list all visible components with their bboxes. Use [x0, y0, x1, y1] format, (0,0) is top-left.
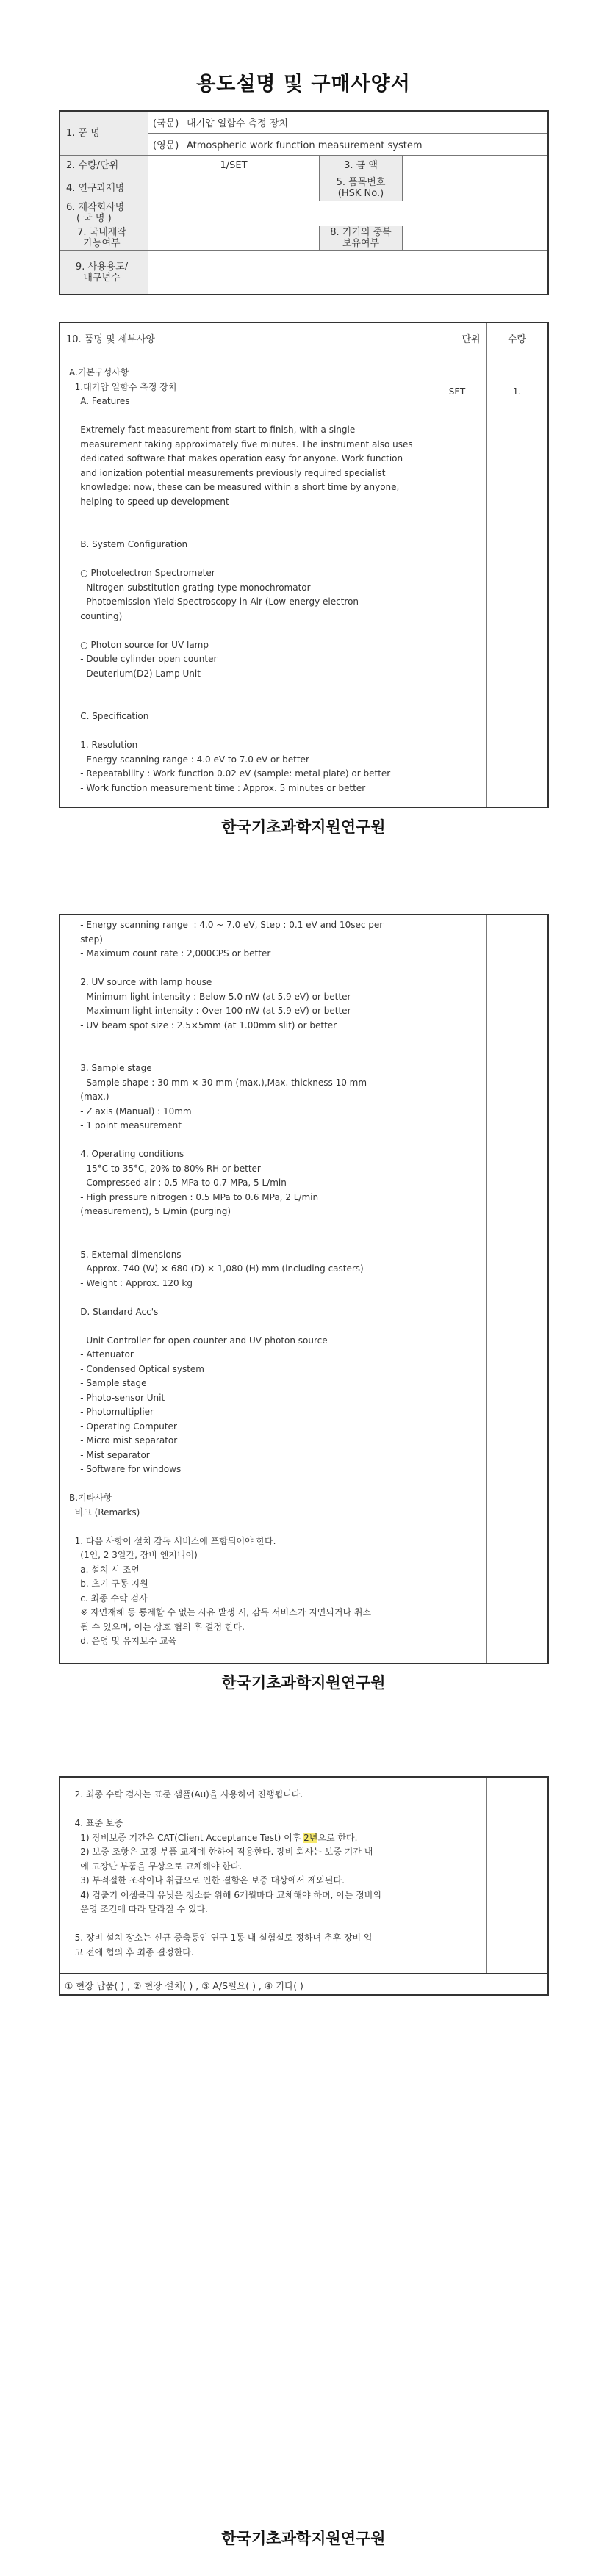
- text-line: - Maximum count rate : 2,000CPS or better: [69, 948, 271, 959]
- text-line: 3. Sample stage: [69, 1063, 152, 1073]
- domestic-label-cell: [60, 226, 148, 250]
- checklist-text: ① 현장 납품( ) , ② 현장 설치( ) , ③ A/S필요( ) , ④ 기타( ): [65, 1980, 304, 1991]
- text-line: [69, 1477, 425, 1492]
- checklist-row: [59, 1974, 549, 1996]
- spec-header-row: [60, 323, 547, 353]
- text-line: [69, 552, 425, 567]
- footer-org-page2: 한국기초과학지원연구원: [221, 1674, 386, 1692]
- text-line: 1. 다음 사항이 설치 감독 서비스에 포함되어야 한다.: [69, 1535, 276, 1546]
- dup-label: 8. 기기의 중복: [330, 227, 392, 238]
- text-line: [69, 624, 425, 638]
- text-line: - Operating Computer: [69, 1421, 177, 1432]
- spec-content-page3: [69, 1788, 425, 1960]
- text-line: - Maximum light intensity : Over 100 nW (at 5.9 eV) or better: [69, 1006, 351, 1016]
- spec-frame-page1: [59, 322, 549, 808]
- col-divider: [486, 915, 487, 1663]
- hsk-label: 5. 품목번호: [336, 177, 386, 188]
- text-line: - Nitrogen-substitution grating-type monochromator: [69, 582, 311, 593]
- text-line: b. 초기 구동 지원: [69, 1579, 148, 1589]
- text-line: a. 설치 시 조언: [69, 1564, 140, 1575]
- text-line: 2) 보증 조항은 고장 부품 교체에 한하여 적용한다. 장비 회사는 보증 기간 내: [69, 1847, 373, 1857]
- text-line: [69, 1033, 425, 1047]
- text-line: C. Specification: [69, 711, 149, 721]
- page3-lines-before: [69, 1788, 425, 1831]
- text-line: dedicated software that makes operation easy for anyone. Work function: [69, 453, 403, 463]
- item-name-label: 1. 품 명: [60, 111, 148, 155]
- spec-content-page1: [69, 366, 425, 795]
- amount-value: [403, 155, 549, 176]
- text-line: ※ 자연재해 등 통제할 수 없는 사유 발생 시, 감독 서비스가 지연되거나 취소: [69, 1607, 372, 1617]
- spec-col-unit: 단위: [461, 334, 481, 345]
- task-value: [148, 176, 320, 201]
- spec-content-page2: [69, 918, 425, 1649]
- item-name-kor-cell: [148, 111, 549, 133]
- kor-name: 대기압 일함수 측정 장치: [187, 118, 288, 129]
- task-label: 4. 연구과제명: [60, 176, 148, 201]
- maker-label: 6. 제작회사명: [66, 202, 125, 213]
- eng-tag: (영문): [153, 140, 179, 151]
- text-line: knowledge: now, these can be measured within a short time by anyone,: [69, 482, 400, 492]
- text-line: - Sample shape : 30 mm × 30 mm (max.),Max. thickness 10 mm: [69, 1077, 367, 1088]
- hsk-label-cell: [320, 176, 403, 201]
- text-line: 3) 부적절한 조작이나 취급으로 인한 결함은 보증 대상에서 제외된다.: [69, 1875, 345, 1886]
- text-line: Extremely fast measurement from start to finish, with a single: [69, 425, 356, 435]
- text-line: 4. Operating conditions: [69, 1149, 184, 1159]
- text-line: step): [69, 934, 103, 945]
- text-line: and ionization potential measurements previously required specialist: [69, 467, 386, 478]
- text-line: ○ Photon source for UV lamp: [69, 639, 209, 650]
- usage-sub: 내구년수: [83, 272, 121, 284]
- text-line: - Z axis (Manual) : 10mm: [69, 1105, 192, 1116]
- page-title: 용도설명 및 구매사양서: [196, 73, 411, 95]
- text-line: [69, 1219, 425, 1234]
- text-line: counting): [69, 610, 123, 621]
- warranty-line: [69, 1831, 425, 1846]
- dup-label-cell: [320, 226, 403, 250]
- text-line: - Energy scanning range : 4.0 ~ 7.0 eV, Step : 0.1 eV and 10sec per: [69, 920, 384, 930]
- text-line: [69, 1917, 425, 1932]
- text-line: - Repeatability : Work function 0.02 eV (sample: metal plate) or better: [69, 768, 391, 779]
- footer-org-page3: 한국기초과학지원연구원: [221, 2530, 386, 2547]
- text-line: helping to speed up development: [69, 496, 229, 507]
- text-line: d. 운영 및 유지보수 교육: [69, 1636, 177, 1646]
- spec-col-qty: 수량: [507, 334, 527, 345]
- text-line: [69, 962, 425, 976]
- text-line: - 1 point measurement: [69, 1120, 182, 1130]
- text-line: [69, 1047, 425, 1062]
- hsk-value: [403, 176, 549, 201]
- text-line: 1.대기압 일함수 측정 장치: [69, 381, 177, 392]
- text-line: measurement taking approximately five minutes. The instrument also uses: [69, 439, 413, 450]
- text-line: [69, 1233, 425, 1248]
- text-line: - Compressed air : 0.5 MPa to 0.7 MPa, 5 L/min: [69, 1177, 287, 1188]
- text-line: - Micro mist separator: [69, 1435, 178, 1446]
- dup-sub: 보유여부: [342, 238, 380, 249]
- qty-value-spec: 1.: [512, 386, 522, 397]
- text-line: 5. 장비 설치 장소는 신규 증축동인 연구 1동 내 실험실로 정하며 추후 장비 입: [69, 1933, 373, 1943]
- domestic-label: 7. 국내제작: [77, 227, 126, 238]
- unit-value: SET: [448, 386, 466, 397]
- spec-frame-page3: [59, 1776, 549, 1974]
- text-line: B.기타사항: [69, 1493, 112, 1503]
- domestic-sub: 가능여부: [83, 238, 121, 249]
- text-line: (max.): [69, 1092, 109, 1102]
- page3-lines-after: [69, 1845, 425, 1960]
- text-line: (measurement), 5 L/min (purging): [69, 1206, 231, 1216]
- text-line: [69, 681, 425, 696]
- summary-table: [59, 110, 549, 295]
- text-line: - Minimum light intensity : Below 5.0 nW (at 5.9 eV) or better: [69, 991, 351, 1002]
- text-line: - Attenuator: [69, 1349, 134, 1360]
- text-line: - UV beam spot size : 2.5×5mm (at 1.00mm slit) or better: [69, 1020, 337, 1031]
- text-line: - Photomultiplier: [69, 1407, 154, 1417]
- warranty-prefix: 1) 장비보증 기간은 CAT(Client Acceptance Test) 이후: [69, 1832, 304, 1843]
- text-line: - Photo-sensor Unit: [69, 1392, 165, 1403]
- text-line: ○ Photoelectron Spectrometer: [69, 568, 215, 578]
- text-line: [69, 1520, 425, 1534]
- footer-org-page1: 한국기초과학지원연구원: [221, 818, 386, 836]
- text-line: 4. 표준 보증: [69, 1818, 123, 1828]
- text-line: 2. UV source with lamp house: [69, 977, 212, 987]
- text-line: [69, 524, 425, 538]
- text-line: B. System Configuration: [69, 539, 188, 549]
- text-line: (1인, 2 3일간, 장비 엔지니어): [69, 1550, 198, 1560]
- text-line: - 15°C to 35°C, 20% to 80% RH or better: [69, 1163, 261, 1174]
- col-divider: [486, 1778, 487, 1973]
- text-line: - Work function measurement time : Approx. 5 minutes or better: [69, 782, 366, 793]
- text-line: - Photoemission Yield Spectroscopy in Air (Low-energy electron: [69, 596, 359, 607]
- text-line: [69, 696, 425, 710]
- text-line: - Mist separator: [69, 1449, 150, 1460]
- text-line: A. Features: [69, 396, 130, 406]
- text-line: 5. External dimensions: [69, 1249, 182, 1260]
- text-line: - High pressure nitrogen : 0.5 MPa to 0.6 MPa, 2 L/min: [69, 1191, 319, 1202]
- spec-frame-page2: [59, 914, 549, 1664]
- text-line: 비고 (Remarks): [69, 1507, 140, 1518]
- text-line: [69, 1319, 425, 1334]
- usage-label-cell: [60, 250, 148, 295]
- usage-value: [148, 250, 549, 295]
- text-line: - Approx. 740 (W) × 680 (D) × 1,080 (H) mm (including casters): [69, 1263, 364, 1274]
- maker-value: [148, 201, 549, 226]
- amount-label: 3. 금 액: [320, 155, 403, 176]
- qty-value: 1/SET: [148, 155, 320, 176]
- text-line: [69, 1803, 425, 1817]
- warranty-suffix: 으로 한다.: [317, 1832, 358, 1843]
- hsk-sub: (HSK No.): [337, 188, 384, 199]
- text-line: A.기본구성사항: [69, 367, 129, 378]
- text-line: 될 수 있으며, 이는 상호 협의 후 결정 한다.: [69, 1621, 245, 1632]
- text-line: - Weight : Approx. 120 kg: [69, 1277, 193, 1288]
- text-line: 에 고장난 부품을 무상으로 교체해야 한다.: [69, 1861, 243, 1872]
- text-line: [69, 724, 425, 739]
- text-line: - Sample stage: [69, 1378, 147, 1388]
- maker-label-cell: [60, 201, 148, 226]
- text-line: - Unit Controller for open counter and UV photon source: [69, 1335, 328, 1346]
- spec-col-details: 10. 품명 및 세부사양: [66, 334, 155, 345]
- text-line: D. Standard Acc's: [69, 1306, 159, 1317]
- text-line: - Double cylinder open counter: [69, 654, 218, 664]
- text-line: - Condensed Optical system: [69, 1363, 204, 1374]
- item-name-eng-cell: [148, 133, 549, 155]
- text-line: - Deuterium(D2) Lamp Unit: [69, 668, 201, 679]
- domestic-value: [148, 226, 320, 250]
- text-line: - Software for windows: [69, 1464, 182, 1474]
- text-line: [69, 509, 425, 524]
- text-line: - Energy scanning range : 4.0 eV to 7.0 eV or better: [69, 754, 309, 765]
- text-line: 1. Resolution: [69, 740, 138, 750]
- kor-tag: (국문): [153, 118, 179, 129]
- text-line: [69, 1133, 425, 1148]
- warranty-period-highlight: 2년: [304, 1832, 318, 1843]
- text-line: 4) 검출기 어셈블리 유닛은 청소를 위해 6개월마다 교체해야 하며, 이는 정비의: [69, 1889, 381, 1900]
- dup-value: [403, 226, 549, 250]
- qty-label: 2. 수량/단위: [60, 155, 148, 176]
- maker-sub: ( 국 명 ): [76, 213, 112, 224]
- text-line: [69, 409, 425, 424]
- eng-name: Atmospheric work function measurement system: [187, 140, 423, 151]
- usage-label: 9. 사용용도/: [75, 261, 129, 273]
- text-line: [69, 1291, 425, 1305]
- text-line: c. 최종 수락 검사: [69, 1592, 148, 1603]
- text-line: 2. 최종 수락 검사는 표준 샘플(Au)을 사용하여 진행됩니다.: [69, 1789, 304, 1800]
- text-line: 고 전에 협의 후 최종 결정한다.: [69, 1947, 194, 1958]
- text-line: 운영 조건에 따라 달라질 수 있다.: [69, 1904, 208, 1914]
